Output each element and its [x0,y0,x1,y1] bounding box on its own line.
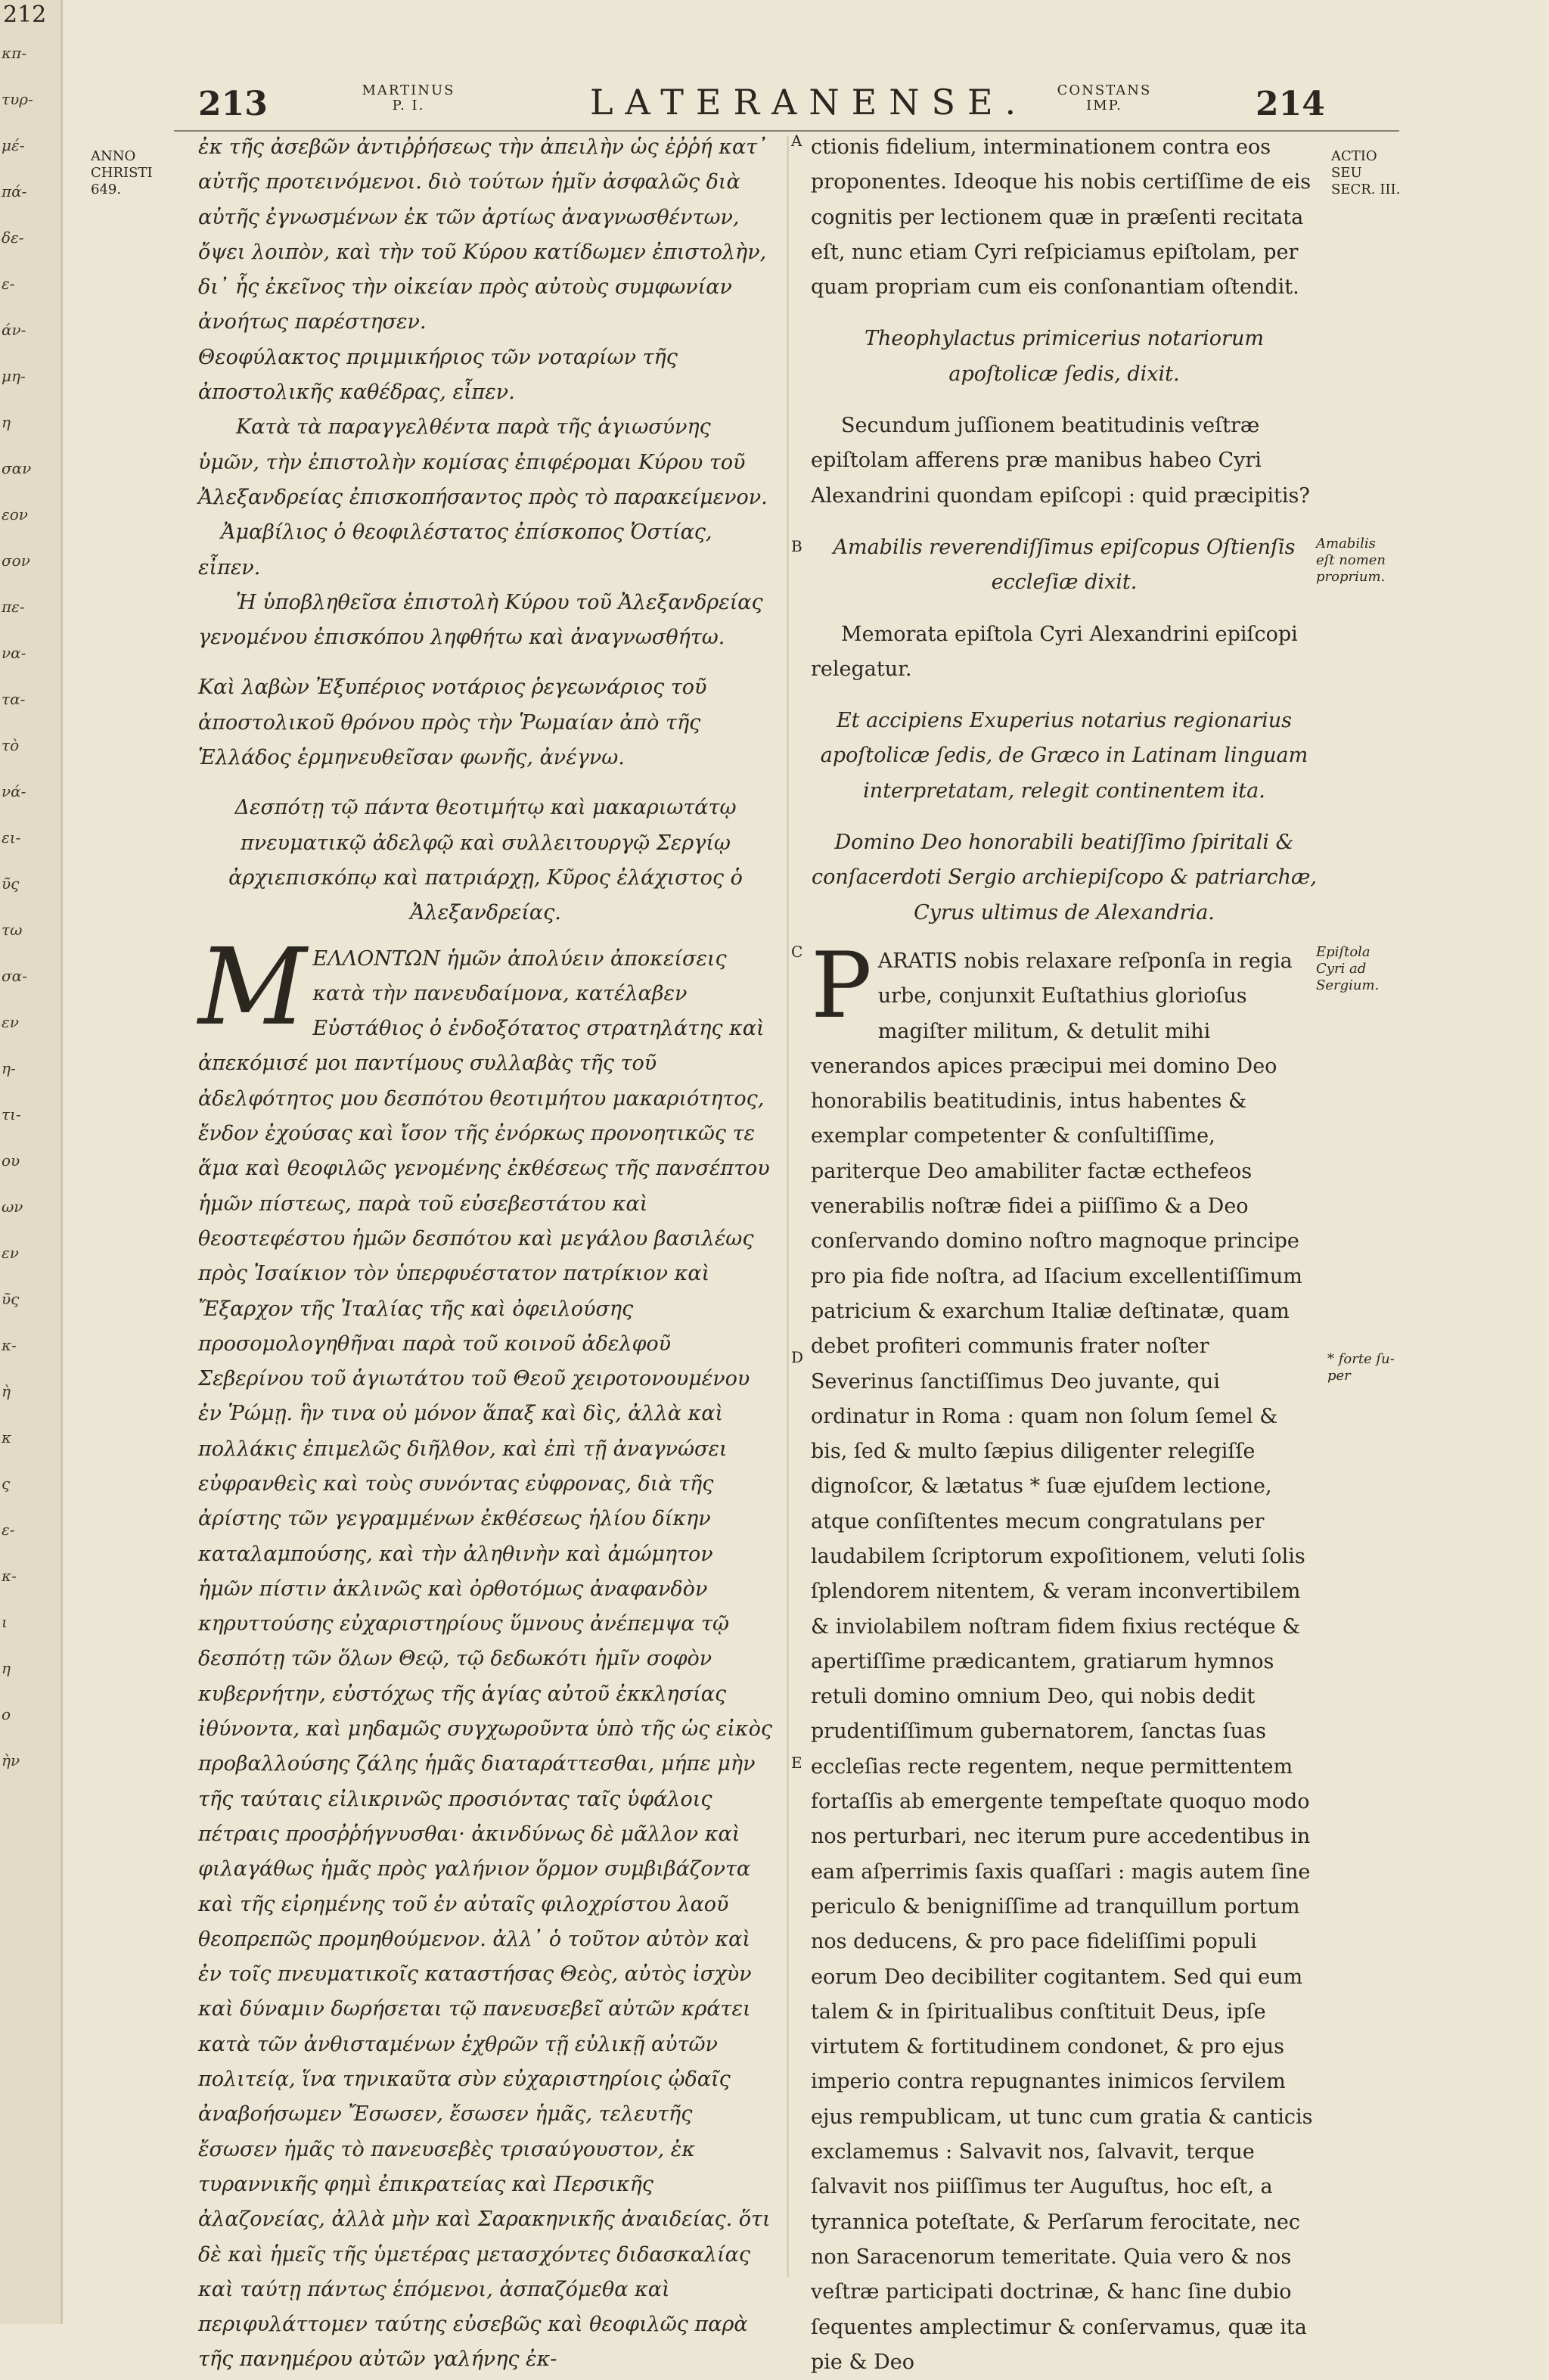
margin-note-forte-super: * forte ſu- per [1327,1351,1395,1384]
latin-speaker-line: Theophylactus primicerius notariorum apoſtolicæ ſedis, dixit. [865,327,1264,386]
latin-dropcap: P [811,933,872,1039]
running-title: LATERANENSE. [590,82,1029,123]
greek-paragraph: ἐκ τῆς ἀσεβῶν ἀντιῤῥήσεως τὴν ἀπειλὴν ὡς ἐῤῥή κατ᾽ αὐτῆς προτεινόμενοι. διὸ τούτων ἡμῖν ἀσφαλῶς διὰ αὐτῆς ἐγνωσμένων ἐκ τῶν ἀρτίως ἀναγνωσθέντων, ὄψει λοιπὸν, καὶ τὴν τοῦ Κύρου κατίδωμεν ἐπιστολὴν, δι᾽ ἧς ἐκεῖνος τὴν οἰκείαν πρὸς αὐτοὺς συμφωνίαν ἀνοήτως παρέστησεν. [198,135,768,334]
greek-column [198,130,773,2378]
greek-paragraph: Ἀμαβίλιος ὁ θεοφιλέστατος ἐπίσκοπος Ὀστίας, εἶπεν. [198,520,712,579]
greek-paragraph: Κατὰ τὰ παραγγελθέντα παρὰ τῆς ἁγιωσύνης ὑμῶν, τὴν ἐπιστολὴν κομίσας ἐπιφέρομαι Κύρου τοῦ Ἀλεξανδρείας ἐπισκοπήσαντος πρὸς τὸ παρακείμενον. [198,415,768,509]
adjacent-page-edge [0,0,63,2324]
latin-speaker-line: Amabilis reverendiſſimus epiſcopus Oſtienſis eccleſiæ dixit. [833,535,1296,595]
running-head-left: MARTINUS P. I. [362,82,455,113]
adjacent-page-number: 212 [3,2,47,28]
latin-column [811,130,1318,2380]
greek-dropcap: M [198,925,307,1049]
latin-letter-text: nobis relaxare reſponſa in regia urbe, conjunxit Euſtathius glorioſus magiſter militum, & detulit mihi venerandos apices præcipui mei domino Deo honorabilis beatitudinis, intus habentes & exemplar competenter & conſultiſſime, pariterque Deo amabiliter factæ ecthefeos venerabilis noſtræ fidei a piiſſimo & a Deo conſervando domino noſtro magnoque principe pro pia fide noſtra, ad Iſacium excellentiſſimum patricium & exarchum Italiæ deſtinatæ, quam debet profiteri communis frater noſter Severinus ſanctiſſimus Deo juvante, qui ordinatur in Roma : quam non ſolum ſemel & bis, ſed & multo ſæpius diligenter relegiſſe dignoſcor, & lætatus * ſuæ ejuſdem lectione, atque conſiſtentes mecum congratulans per laudabilem ſcriptorum expoſitionem, veluti ſolis ſplendorem nitentem, & veram inconvertibilem & inviolabilem noſtram fidem fixius rectéque & apertiſſime prædicantem, gratiarum hymnos retuli domino omnium Deo, qui nobis dedit prudentiſſimum gubernatorem, ſanctas ſuas eccleſias recte regentem, neque permittentem fortaſſis ab emergente tempeſtate quoquo modo nos perturbari, nec iterum pure accedentibus in eam aſperrimis ſaxis quaſſari : magis autem ſine periculo & benigniſſime ad tranquillum portum nos deducens, & pro pace fideliſſimi populi eorum Deo decibiliter cogitantem. Sed qui eum talem & in ſpiritualibus conſtituit Deus, ipſe virtutem & fortitudinem condonet, & pro ejus imperio contra repugnantes inimicos ſervilem ejus rempublicam, ut tunc cum gratia & canticis exclamemus : Salvavit nos, ſalvavit, terque ſalvavit nos piiſſimus ter Auguſtus, hoc eſt, a tyrannica poteſtate, & Perſarum ferocitate, nec non Saracenorum temeritate. Quia vero & nos veſtræ participati doctrinæ, & hanc ſine dubio ſequentes amplectimur & conſervamus, quæ ita pie & Deo [811,949,1313,2374]
greek-paragraph: Θεοφύλακτος πριμμικήριος τῶν νοταρίων τῆς ἀποστολικῆς καθέδρας, εἶπεν. [198,345,678,405]
greek-paragraph: Καὶ λαβὼν Ἐξυπέριος νοτάριος ῥεγεωνάριος τοῦ ἀποστολικοῦ θρόνου πρὸς τὴν Ῥωμαίαν ἀπὸ τῆς Ἑλλάδος ἑρμηνευθεῖσαν φωνῆς, ἀνέγνω. [198,676,707,770]
latin-paragraph: Memorata epiſtola Cyri Alexandrini epiſcopi relegatur. [811,622,1298,681]
latin-lead-word: ARATIS [877,949,958,973]
margin-note-epistola: Epiſtola Cyri ad Sergium. [1316,944,1380,993]
margin-note-actio: ACTIO SEU SECR. III. [1331,148,1401,197]
running-head-right: CONSTANS IMP. [1057,82,1152,113]
margin-note-anno-christi: ANNO CHRISTI 649. [91,148,153,197]
latin-letter-body [811,933,1318,2380]
column-letter-d: D [791,1348,804,1366]
folio-left: 213 [198,85,268,123]
column-letter-e: E [791,1754,802,1772]
folio-right: 214 [1256,85,1325,123]
column-letter-b: B [791,537,802,555]
latin-paragraph: ctionis fidelium, interminationem contra eos proponentes. Ideoque his nobis certiſſime de eis cognitis per lectionem quæ in præſenti recitata eſt, nunc etiam Cyri reſpiciamus epiſtolam, per quam propriam cum eis conſonantiam oſtendit. [811,135,1312,300]
adjacent-page-text: κπ- τυρ- μέ- πά- δε- ε- άν- μη- η σαν εον σον πε- να- τα- τὸ νά- ει- ῦς τω σα- εν η- τι- ου ων εν ῦς κ- ὴ κ ς ε- κ- ι η ο ὴν [2,44,33,1769]
latin-letter-address: Domino Deo honorabili beatiſſimo ſpiritali & conſacerdoti Sergio archiepiſcopo & patriarchæ, Cyrus ultimus de Alexandria. [811,831,1317,924]
greek-letter-address: Δεσπότῃ τῷ πάντα θεοτιμήτῳ καὶ μακαριωτάτῳ πνευματικῷ ἀδελφῷ καὶ συλλειτουργῷ Σεργίῳ ἀρχιεπισκόπῳ καὶ πατριάρχῃ, Κῦρος ἐλάχιστος ὁ Ἀλεξανδρείας. [228,796,743,925]
greek-paragraph: Ἡ ὑποβληθεῖσα ἐπιστολὴ Κύρου τοῦ Ἀλεξανδρείας γενομένου ἐπισκόπου ληφθήτω καὶ ἀναγνωσθήτω. [198,590,763,650]
column-gutter [787,136,789,2277]
latin-paragraph: Secundum juſſionem beatitudinis veſtræ epiſtolam afferens præ manibus habeo Cyri Alexandrini quondam epiſcopi : quid præcipitis? [811,414,1310,508]
greek-letter-body [198,925,773,2378]
margin-note-amabilis: Amabilis eſt nomen proprium. [1316,536,1386,585]
greek-letter-text: ΕΛΛΟΝΤΩΝ ἡμῶν ἀπολύειν ἀποκείσεις κατὰ τὴν πανευδαίμονα, κατέλαβεν Εὐστάθιος ὁ ἐνδοξότατος στρατηλάτης καὶ ἀπεκόμισέ μοι παντίμους συλλαβὰς τῆς τοῦ ἀδελφότητος μου δεσπότου θεοτιμήτου μακαριότητος, ἔνδον ἐχούσας καὶ ἴσον τῆς ἐνόρκως προνοητικῶς τε ἅμα καὶ θεοφιλῶς γενομένης ἐκθέσεως τῆς πανσέπτου ἡμῶν πίστεως, παρὰ τοῦ εὐσεβεστάτου καὶ θεοστεφέστου ἡμῶν δεσπότου καὶ μεγάλου βασιλέως πρὸς Ἰσαίκιον τὸν ὑπερφυέστατον πατρίκιον καὶ Ἔξαρχον τῆς Ἰταλίας τῆς καὶ ὀφειλούσης προσομολογηθῆναι παρὰ τοῦ κοινοῦ ἀδελφοῦ Σεβερίνου τοῦ ἁγιωτάτου τοῦ Θεοῦ χειροτονουμένου ἐν Ῥώμῃ. ἣν τινα οὐ μόνον ἅπαξ καὶ δὶς, ἀλλὰ καὶ πολλάκις ἐπιμελῶς διῆλθον, καὶ ἐπὶ τῇ ἀναγνώσει εὐφρανθεὶς καὶ τοὺς συνόντας εὐφρονας, διὰ τῆς ἀρίστης τῶν γεγραμμένων ἐκθέσεως ἡλίου δίκην καταλαμπούσης, καὶ τὴν ἀληθινὴν καὶ ἀμώμητον ἡμῶν πίστιν ἀκλινῶς καὶ ὀρθοτόμως ἀναφανδὸν κηρυττούσης εὐχαριστηρίους ὕμνους ἀνέπεμψα τῷ δεσπότῃ τῶν ὅλων Θεῷ, τῷ δεδωκότι ἡμῖν σοφὸν κυβερνήτην, εὐστόχως τῆς ἁγίας αὐτοῦ ἐκκλησίας ἰθύνοντα, καὶ μηδαμῶς συγχωροῦντα ὑπὸ τῆς ὡς εἰκὸς προβαλλούσης ζάλης ἡμᾶς διαταράττεσθαι, μήπε μὴν τῆς ταύταις εἰλικρινῶς προσιόντας ταῖς ὑφάλοις πέτραις προσῤῥήγνυσθαι· ἀκινδύνως δὲ μᾶλλον καὶ φιλαγάθως ἡμᾶς πρὸς γαλήνιον ὅρμον συμβιβάζοντα καὶ τῆς εἰρημένης τοῦ ἐν αὐταῖς φιλοχρίστου λαοῦ θεοπρεπῶς προμηθούμενον. ἀλλ᾽ ὁ τοῦτον αὐτὸν καὶ ἐν τοῖς πνευματικοῖς καταστήσας Θεὸς, αὐτὸς ἰσχὺν καὶ δύναμιν δωρήσεται τῷ πανευσεβεῖ αὐτῶν κράτει κατὰ τῶν ἀνθισταμένων ἐχθρῶν τῇ εὐλικῇ αὐτῶν πολιτείᾳ, ἵνα τηνικαῦτα σὺν εὐχαριστηρίοις ᾠδαῖς ἀναβοήσωμεν Ἔσωσεν, ἔσωσεν ἡμᾶς, τελευτῆς ἔσωσεν ἡμᾶς τὸ πανευσεβὲς τρισαύγουστον, ἐκ τυραννικῆς φημὶ ἐπικρατείας καὶ Περσικῆς ἀλαζονείας, ἀλλὰ μὴν καὶ Σαρακηνικῆς ἀναιδείας. ὅτι δὲ καὶ ἡμεῖς τῆς ὑμετέρας μετασχόντες διδασκαλίας καὶ ταύτῃ πάντως ἑπόμενοι, ἀσπαζόμεθα καὶ περιφυλάττομεν ταύτης εὐσεβῶς καὶ θεοφιλῶς παρὰ τῆς πανημέρου αὐτῶν γαλήνης ἐκ- [198,946,773,2372]
column-letter-a: A [791,132,802,150]
latin-rubric: Et accipiens Exuperius notarius regionarius apoſtolicæ ſedis, de Græco in Latinam linguam interpretatam, relegit continentem ita. [820,709,1308,803]
column-letter-c: C [791,943,803,961]
